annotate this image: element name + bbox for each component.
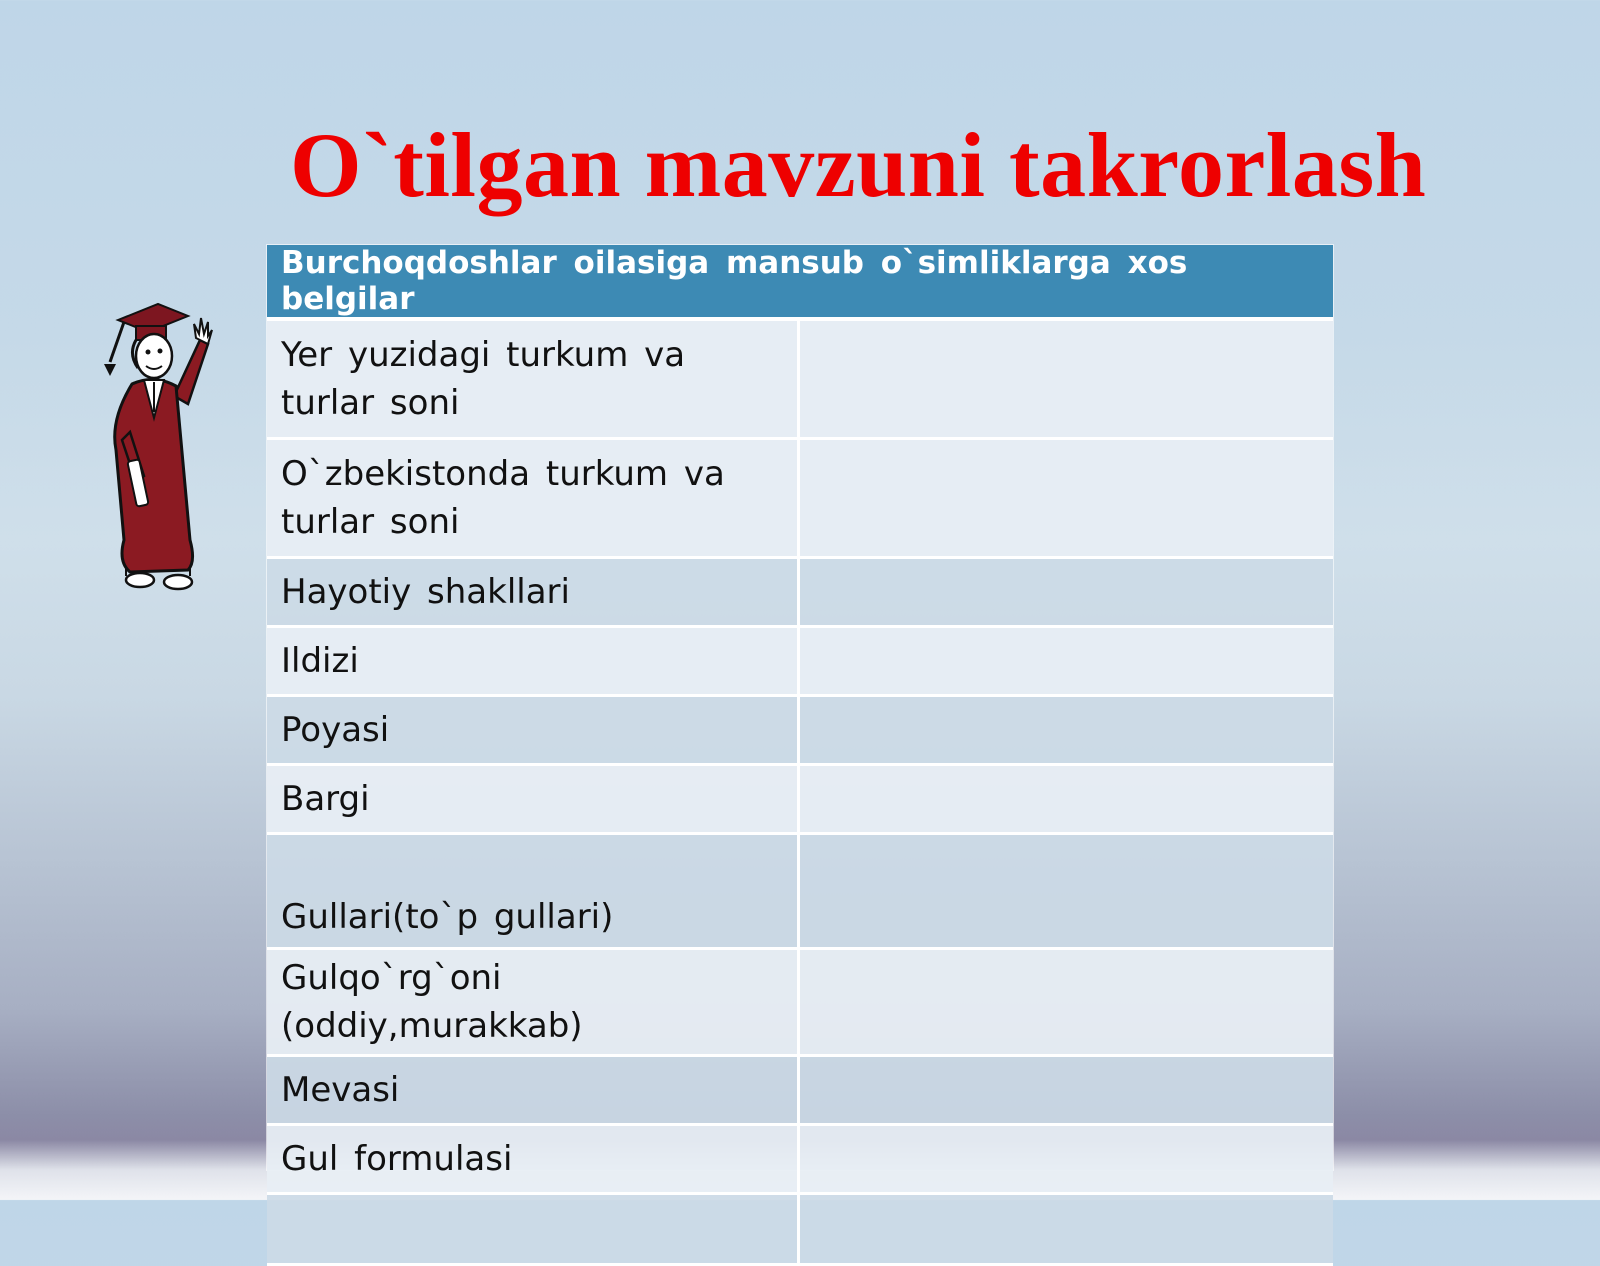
row-value	[798, 834, 1333, 949]
table-row	[267, 1056, 1333, 1125]
table-header: Burchoqdoshlar oilasiga mansub o`simliklarga xos belgilar	[267, 245, 1333, 319]
slide-title: O`tilgan mavzuni takrorlash	[290, 114, 1427, 216]
table-row	[267, 834, 1333, 949]
row-label	[267, 1194, 798, 1265]
traits-table-container	[267, 245, 1333, 1179]
row-value	[798, 439, 1333, 558]
table-row	[267, 1125, 1333, 1194]
row-value	[798, 558, 1333, 627]
row-label: O`zbekistonda turkum va turlar soni	[267, 439, 798, 558]
row-label: Gullari(to`p gullari)	[267, 834, 798, 949]
traits-table	[267, 245, 1333, 1266]
table-row	[267, 949, 1333, 1056]
row-label: Poyasi	[267, 696, 798, 765]
row-value	[798, 627, 1333, 696]
row-value	[798, 949, 1333, 1056]
table-row	[267, 1194, 1333, 1265]
row-label: Hayotiy shakllari	[267, 558, 798, 627]
row-value	[798, 1194, 1333, 1265]
row-label: Gulqo`rg`oni (oddiy,murakkab)	[267, 949, 798, 1056]
row-label: Yer yuzidagi turkum va turlar soni	[267, 319, 798, 439]
row-value	[798, 696, 1333, 765]
row-label: Gul formulasi	[267, 1125, 798, 1194]
table-row	[267, 439, 1333, 558]
table-row	[267, 627, 1333, 696]
table-row	[267, 696, 1333, 765]
row-value	[798, 1056, 1333, 1125]
row-label: Bargi	[267, 765, 798, 834]
row-value	[798, 765, 1333, 834]
table-row	[267, 765, 1333, 834]
table-row	[267, 558, 1333, 627]
table-header-row	[267, 245, 1333, 319]
table-row	[267, 319, 1333, 439]
row-label: Mevasi	[267, 1056, 798, 1125]
row-value	[798, 319, 1333, 439]
graduate-student-illustration	[96, 300, 226, 610]
row-label: Ildizi	[267, 627, 798, 696]
row-value	[798, 1125, 1333, 1194]
